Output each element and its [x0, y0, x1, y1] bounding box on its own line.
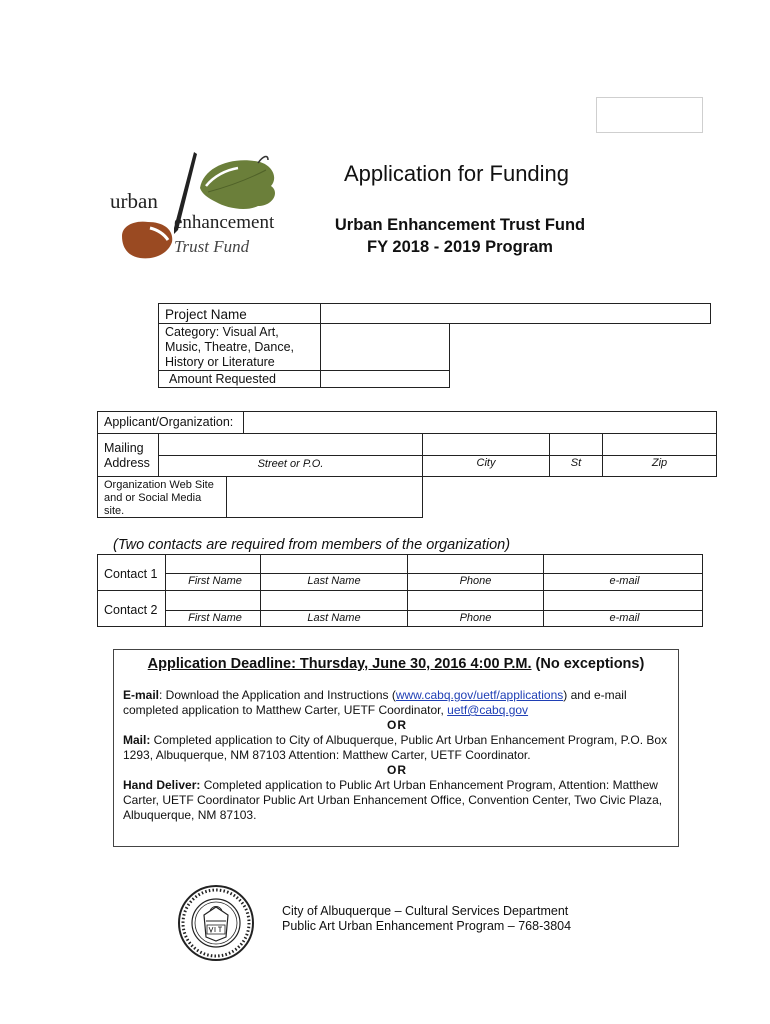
bowl-shape [122, 222, 172, 259]
category-field[interactable] [320, 323, 450, 371]
contact1-label: Contact 1 [104, 567, 158, 581]
contact1-last-name-caption: Last Name [307, 575, 361, 587]
email-text-1: : Download the Application and Instructions ( [159, 688, 396, 702]
mail-instructions [123, 733, 671, 763]
amount-requested-label: Amount Requested [169, 372, 277, 386]
contact2-last-name-field[interactable] [260, 590, 408, 611]
mail-label: Mail: [123, 733, 151, 747]
zip-caption: Zip [651, 457, 668, 469]
hand-deliver-label: Hand Deliver: [123, 778, 201, 792]
amount-requested-field[interactable] [320, 370, 450, 388]
project-name-field[interactable] [320, 303, 711, 324]
contact1-email-field[interactable] [543, 554, 703, 574]
project-name-label: Project Name [165, 307, 247, 322]
contact2-email-caption: e-mail [609, 612, 640, 624]
subtitle-line-2: FY 2018 - 2019 Program [367, 238, 553, 256]
state-field[interactable] [549, 433, 603, 456]
contact2-phone-caption: Phone [459, 612, 492, 624]
applications-link[interactable]: www.cabq.gov/uetf/applications [395, 688, 564, 702]
contact1-phone-field[interactable] [407, 554, 544, 574]
contact1-first-name-field[interactable] [165, 554, 261, 574]
deadline-box [113, 649, 679, 847]
zip-field[interactable] [602, 433, 717, 456]
website-label: Organization Web Site and or Social Media site. [104, 479, 214, 517]
applicant-field[interactable] [243, 411, 717, 434]
mailing-label-line1: Mailing [104, 441, 144, 455]
city-seal-icon [176, 881, 256, 965]
logo-word-enhancement: enhancement [174, 212, 275, 233]
mailing-label-line2: Address [104, 456, 150, 470]
city-caption: City [476, 457, 496, 469]
website-field[interactable] [226, 476, 423, 518]
logo-word-urban: urban [110, 189, 158, 213]
contact2-last-name-caption: Last Name [307, 612, 361, 624]
state-caption: St [570, 457, 582, 469]
email-label: E-mail [123, 688, 160, 702]
hand-deliver-text: Completed application to Public Art Urban Enhancement Program, Attention: Matthew Carter, UETF Coordinator Public Art Urban Enhancement Office, Convention Center, Two Civic Plaza, Albuquerque, NM 87103. [123, 778, 663, 822]
subtitle-line-1: Urban Enhancement Trust Fund [334, 216, 586, 234]
footer-line-2: Public Art Urban Enhancement Program – 768-3804 [282, 919, 572, 933]
street-field[interactable] [158, 433, 423, 456]
contact2-first-name-field[interactable] [165, 590, 261, 611]
contact2-first-name-caption: First Name [188, 612, 242, 624]
deadline-date: Application Deadline: Thursday, June 30, 2016 4:00 P.M. [147, 656, 532, 672]
contact2-label: Contact 2 [104, 603, 158, 617]
deadline-suffix: (No exceptions) [531, 656, 645, 672]
page-title: Application for Funding [344, 161, 570, 186]
applicant-label: Applicant/Organization: [104, 415, 234, 429]
logo-word-trust-fund: Trust Fund [174, 237, 250, 256]
contacts-note: (Two contacts are required from members of the organization) [113, 537, 511, 553]
contact1-last-name-field[interactable] [260, 554, 408, 574]
email-text-2: ) and e-mail completed application to Matthew Carter, UETF Coordinator, [123, 688, 627, 717]
contact1-phone-caption: Phone [459, 575, 492, 587]
or-divider-2: OR [387, 763, 407, 777]
category-label: Category: Visual Art, Music, Theatre, Dance, History or Literature [165, 325, 294, 369]
hand-deliver-instructions [123, 778, 671, 823]
street-caption: Street or P.O. [257, 458, 324, 470]
uetf-email-link[interactable]: uetf@cabq.gov [447, 703, 529, 717]
page-subtitle [300, 214, 620, 258]
or-divider-1: OR [387, 718, 407, 732]
office-use-box [596, 97, 703, 133]
contact2-phone-field[interactable] [407, 590, 544, 611]
contact1-email-caption: e-mail [609, 575, 640, 587]
uetf-logo [108, 148, 288, 263]
mail-text: Completed application to City of Albuquerque, Public Art Urban Enhancement Program, P.O. Box 1293, Albuquerque, NM 87103 Attention: Matthew Carter, UETF Coordinator. [123, 733, 668, 762]
contact2-email-field[interactable] [543, 590, 703, 611]
mailing-label [104, 441, 150, 471]
email-instructions [123, 688, 671, 718]
footer-line-1: City of Albuquerque – Cultural Services Department [282, 904, 569, 918]
contact1-first-name-caption: First Name [188, 575, 242, 587]
deadline-title [114, 656, 678, 672]
city-field[interactable] [422, 433, 550, 456]
submission-instructions [123, 688, 671, 823]
footer [282, 904, 571, 934]
